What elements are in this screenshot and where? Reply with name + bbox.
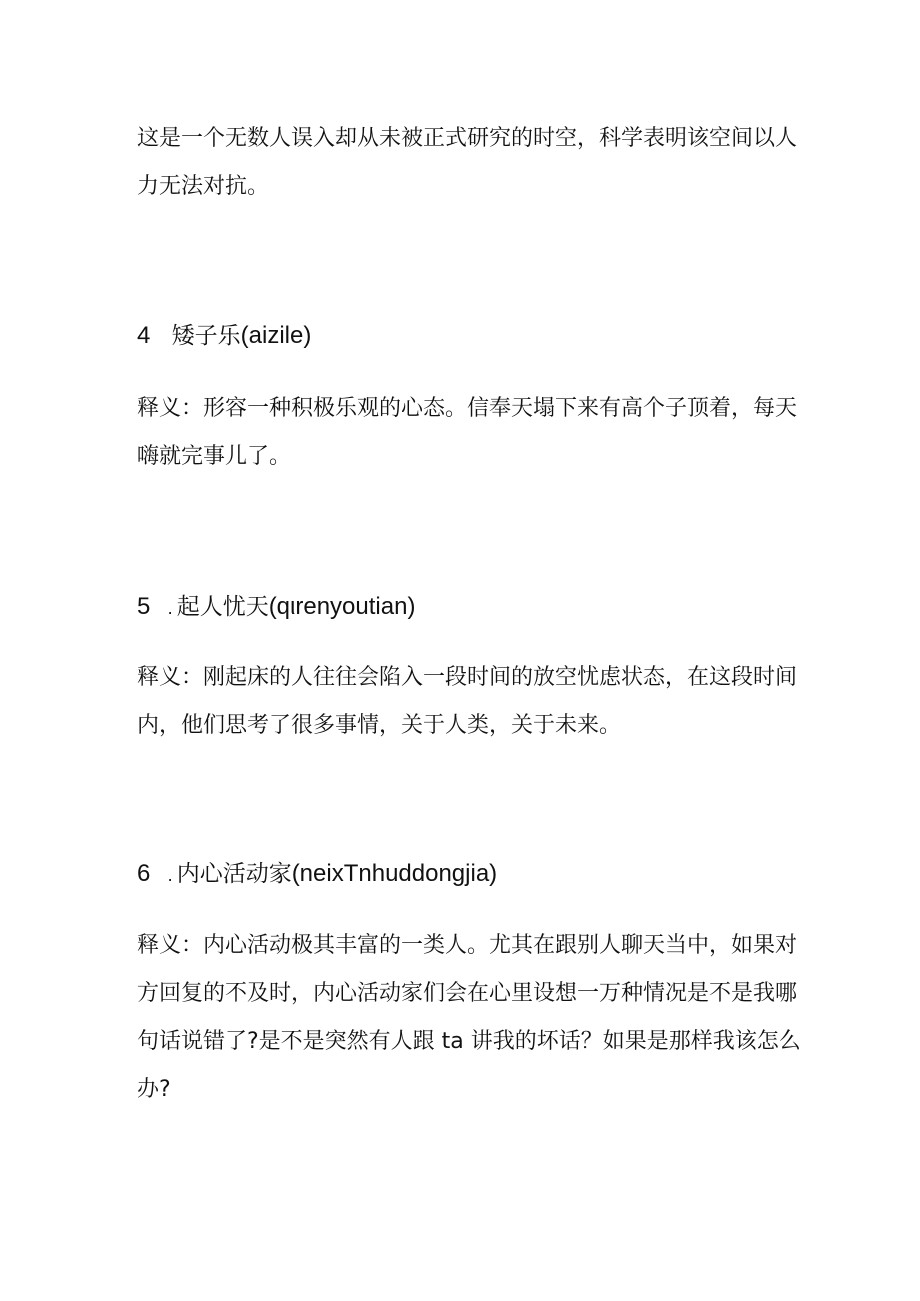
entry-term: 起人忧天	[176, 594, 269, 620]
entry-6-definition-line-4: 办?	[137, 1077, 171, 1102]
entry-5-definition-line-2: 内，他们思考了很多事情，关于人类，关于未来。	[137, 713, 622, 738]
entry-pinyin: (aizile)	[240, 322, 312, 349]
entry-dot: .	[167, 865, 173, 885]
entry-4-definition-line-2: 嗨就完事儿了。	[137, 444, 292, 469]
intro-line-2: 力无法对抗。	[137, 174, 270, 199]
entry-6-definition-line-1: 释义：内心活动极其丰富的一类人。尤其在跟别人聊天当中，如果对	[137, 933, 798, 958]
entry-dot: .	[167, 598, 173, 618]
entry-6-definition-line-3: 句话说错了?是不是突然有人跟 ta 讲我的坏话？如果是那样我该怎么	[137, 1029, 801, 1054]
entry-term: 矮子乐	[171, 323, 241, 349]
entry-term: 内心活动家	[176, 861, 292, 887]
entry-number: 6	[137, 860, 151, 887]
entry-4-definition-line-1: 释义：形容一种积极乐观的心态。信奉天塌下来有高个子顶着，每天	[137, 396, 798, 421]
entry-pinyin: (neixTnhuddongjia)	[291, 860, 498, 887]
entry-5-definition-line-1: 释义：刚起床的人往往会陷入一段时间的放空忧虑状态，在这段时间	[137, 665, 798, 690]
entry-number: 4	[137, 322, 151, 349]
entry-heading-6	[137, 860, 797, 889]
entry-number: 5	[137, 593, 151, 620]
entry-heading-5	[137, 593, 797, 622]
entry-6-definition-line-2: 方回复的不及时，内心活动家们会在心里设想一万种情况是不是我哪	[137, 981, 798, 1006]
entry-pinyin: (qιrenyoutian)	[268, 593, 416, 620]
intro-line-1: 这是一个无数人误入却从未被正式研究的时空，科学表明该空间以人	[137, 126, 798, 151]
entry-heading-4	[137, 322, 797, 351]
